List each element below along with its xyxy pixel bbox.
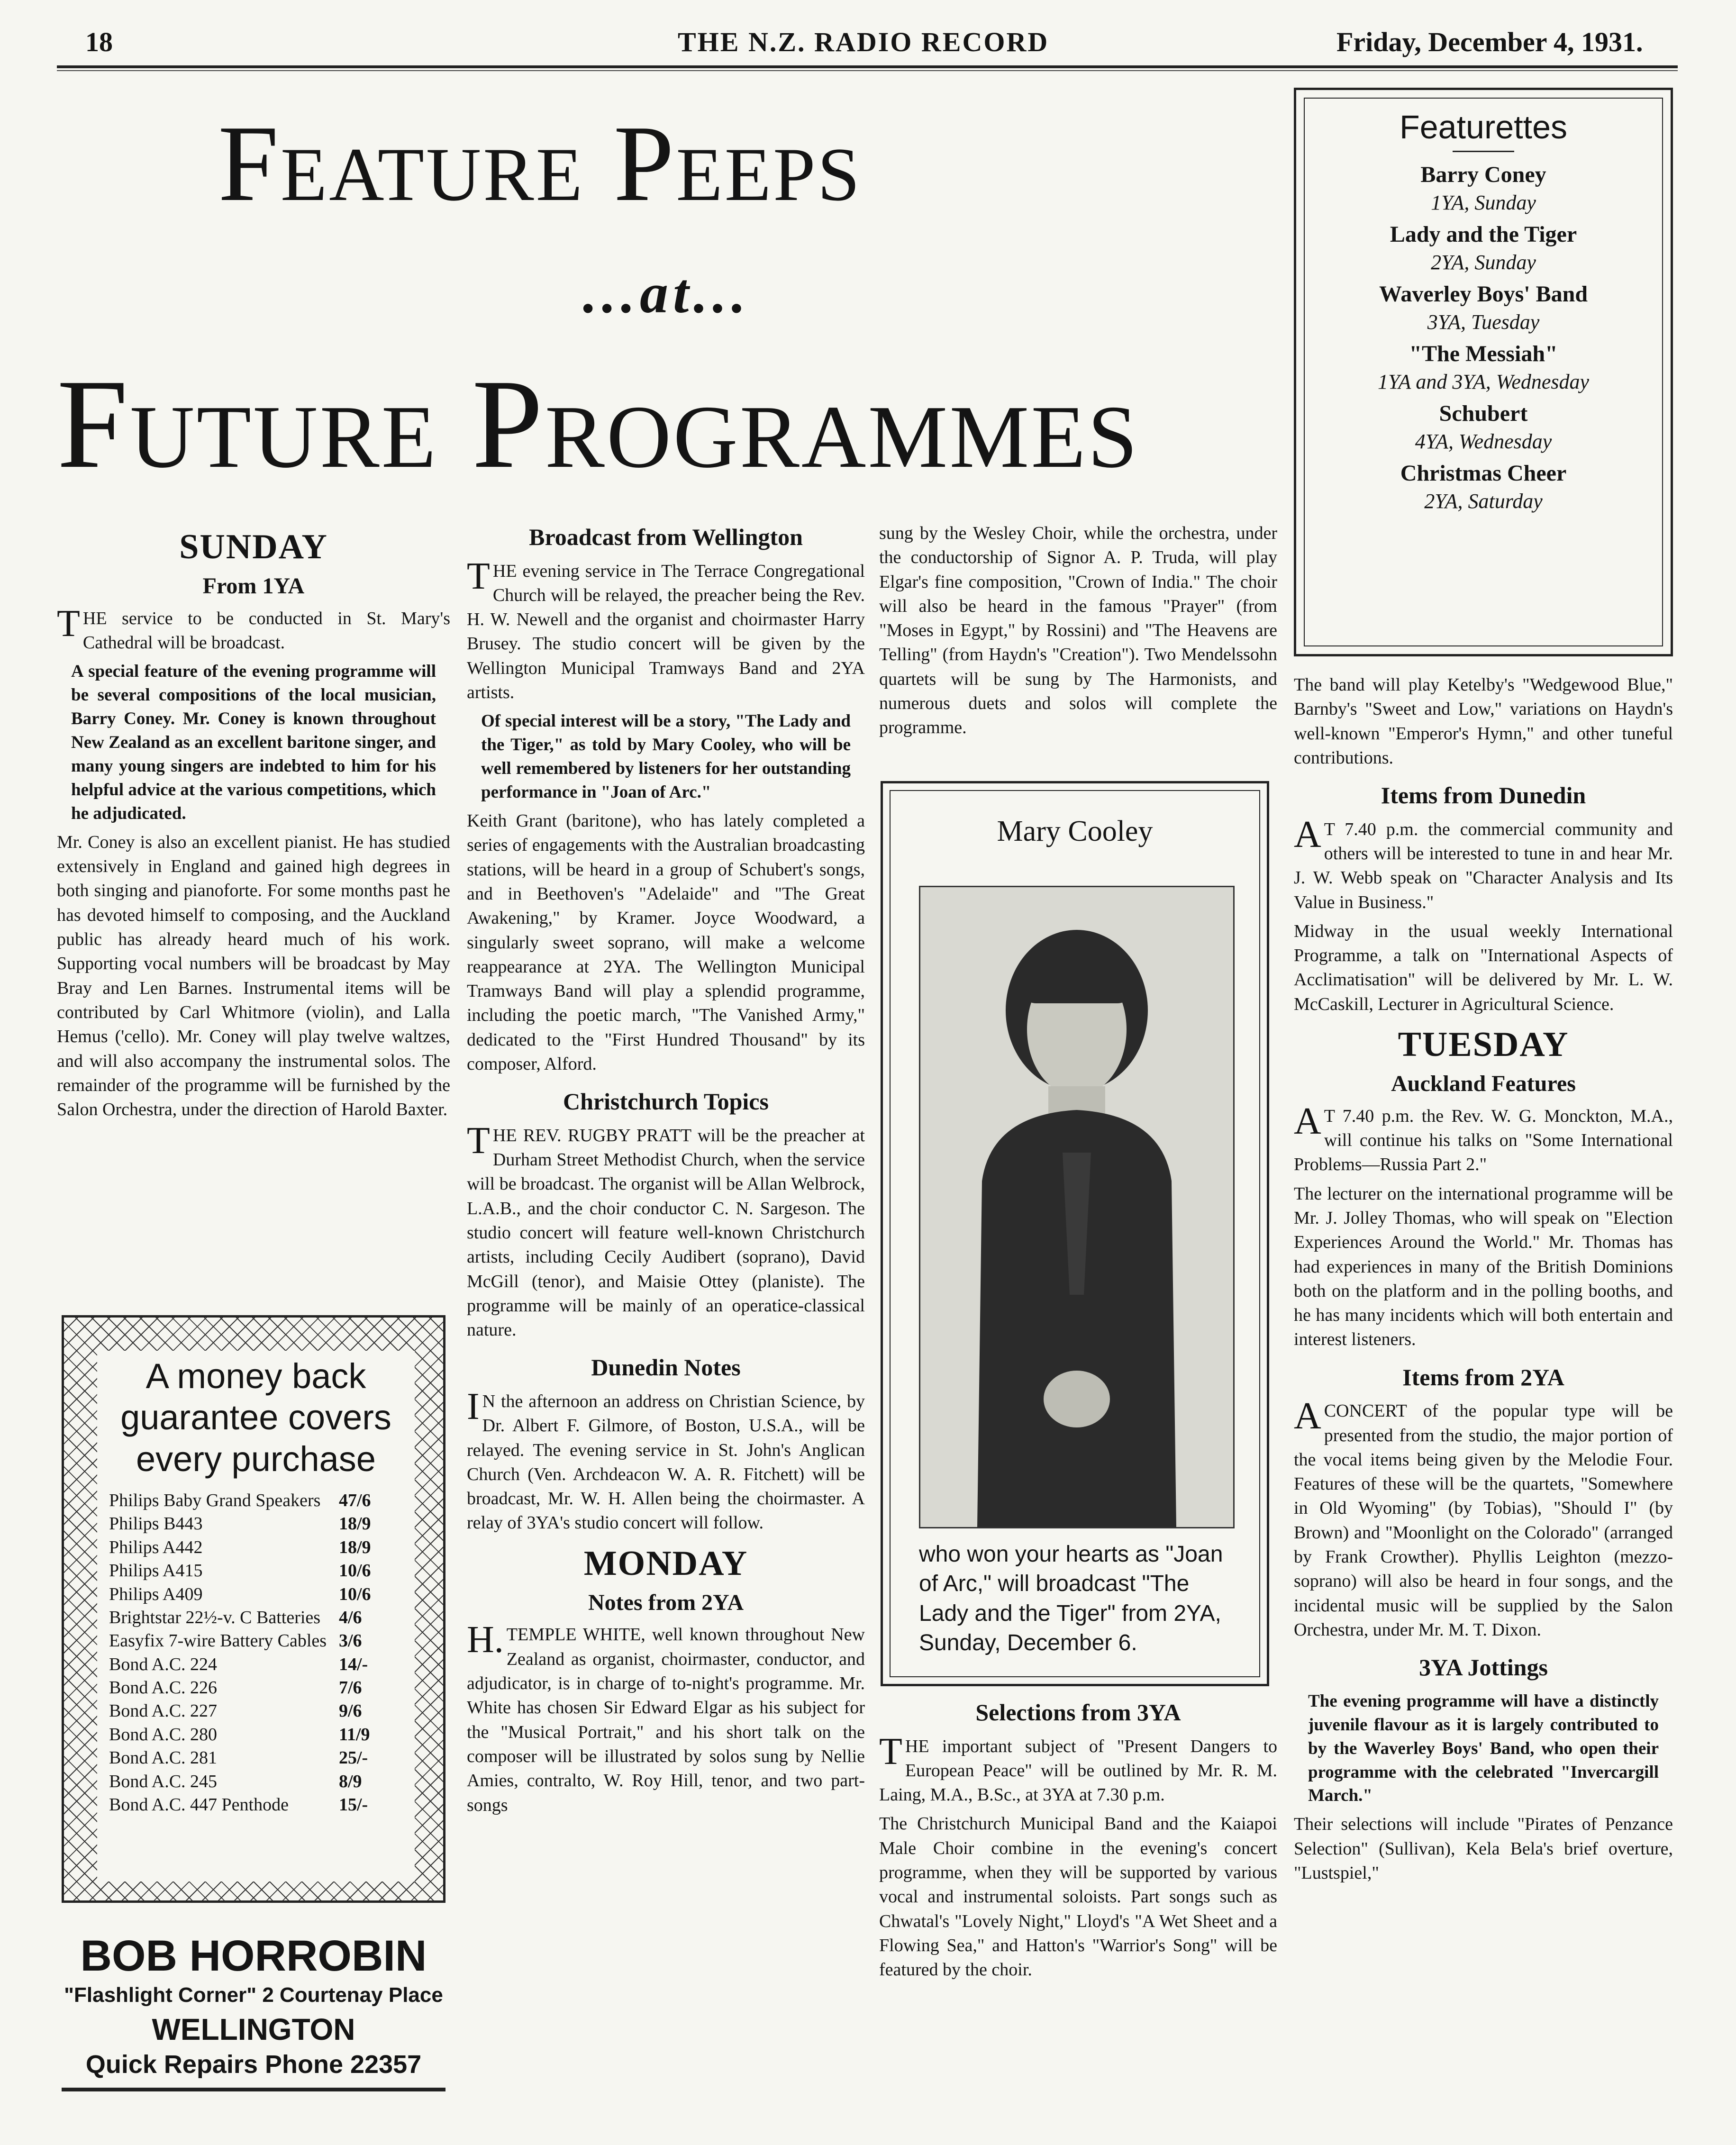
ad-item: Philips A415 bbox=[109, 1561, 203, 1581]
article-paragraph: The evening programme will have a distinctly juvenile flavour as it is largely contributed to by the Waverley Boys' Band, who open their programme with the celebrated "Invercargill March." bbox=[1308, 1691, 1659, 1806]
photo-caption: who won your hearts as "Joan of Arc," will broadcast "The Lady and the Tiger" from 2YA, Sunday, December 6. bbox=[919, 1542, 1223, 1656]
column-2 bbox=[467, 521, 865, 1822]
featurette-name: Schubert bbox=[1439, 401, 1528, 426]
featurette-station: 3YA, Tuesday bbox=[1427, 310, 1540, 334]
ad-item: Bond A.C. 281 bbox=[109, 1748, 218, 1768]
ad-item: Bond A.C. 227 bbox=[109, 1701, 218, 1721]
featurettes-rule bbox=[1453, 151, 1514, 152]
section-heading: Broadcast from Wellington bbox=[529, 524, 803, 550]
ad-price: 11/9 bbox=[339, 1724, 370, 1745]
article-paragraph: AT 7.40 p.m. the Rev. W. G. Monckton, M.A., will continue his talks on "Some International Problems—Russia Part 2." bbox=[1294, 1100, 1673, 1175]
column-3-bottom bbox=[879, 1697, 1277, 1987]
featurette-station: 2YA, Saturday bbox=[1424, 490, 1543, 513]
tuesday-heading: TUESDAY bbox=[1398, 1025, 1569, 1064]
ad-price: 15/- bbox=[339, 1795, 368, 1815]
column-4 bbox=[1294, 673, 1673, 1890]
photo-box-inner bbox=[890, 790, 1260, 1677]
ad-headline-line: A money back bbox=[145, 1356, 366, 1396]
featurette-name: "The Messiah" bbox=[1409, 341, 1558, 366]
section-heading: Christchurch Topics bbox=[563, 1088, 769, 1115]
ad-price: 7/6 bbox=[339, 1678, 362, 1698]
ad-phone: Quick Repairs Phone 22357 bbox=[85, 2050, 422, 2079]
article-paragraph: sung by the Wesley Choir, while the orchestra, under the conductorship of Signor A. P. Truda, will play Elgar's fine composition, "Crown of India." The choir will also be heard in the famous "Prayer" (from "Moses in Egypt," by Rossini) and "The Heavens are Telling" (from Haydn's "Creation"). Two Mendelssohn quartets will be sung by The Harmonists, and numerous duets and solos will complete the programme. bbox=[879, 523, 1277, 738]
ad-price: 4/6 bbox=[339, 1607, 362, 1627]
sunday-subheading: From 1YA bbox=[202, 573, 305, 599]
featurette-name: Lady and the Tiger bbox=[1390, 222, 1577, 247]
section-heading: Selections from 3YA bbox=[975, 1699, 1181, 1726]
article-paragraph: THE evening service in The Terrace Congregational Church will be relayed, the preacher being the Rev. H. W. Newell and the organist and choirmaster Harry Brusey. The studio concert will be given by the Wellington Municipal Tramways Band and 2YA artists. bbox=[467, 555, 865, 702]
ad-item: Philips Baby Grand Speakers bbox=[109, 1490, 321, 1510]
article-paragraph: H.TEMPLE WHITE, well known throughout New Zealand as organist, choirmaster, conductor, and adjudicator, is in charge of to-night's programme. Mr. White has chosen Sir Edward Elgar as his subject for the "Musical Portrait," and his short talk on the composer will be illustrated by solos sung by Nellie Amies, contralto, W. Roy Hill, tenor, and two part-songs bbox=[467, 1619, 865, 1815]
ad-price-row bbox=[109, 1653, 415, 1676]
ad-city: WELLINGTON bbox=[152, 2012, 355, 2046]
section-heading: Dunedin Notes bbox=[591, 1354, 741, 1381]
featurette-station: 4YA, Wednesday bbox=[1415, 430, 1552, 453]
ad-price: 8/9 bbox=[339, 1771, 362, 1791]
article-paragraph: Their selections will include "Pirates of Penzance Selection" (Sullivan), Kela Bela's brief overture, "Lustspiel," bbox=[1294, 1814, 1673, 1883]
article-paragraph: THE important subject of "Present Dangers to European Peace" will be outlined by Mr. R. M. Laing, M.A., B.Sc., at 3YA at 7.30 p.m. bbox=[879, 1730, 1277, 1805]
sunday-heading: SUNDAY bbox=[179, 527, 328, 566]
ad-price: 10/6 bbox=[339, 1584, 371, 1604]
ad-price-row bbox=[109, 1512, 415, 1536]
ad-item: Brightstar 22½-v. C Batteries bbox=[109, 1607, 321, 1627]
column-3 bbox=[879, 521, 1277, 745]
ad-inner bbox=[97, 1351, 415, 1881]
ad-headline-line: every purchase bbox=[136, 1439, 376, 1479]
ad-price: 25/- bbox=[339, 1748, 368, 1768]
ad-price: 47/6 bbox=[339, 1490, 371, 1510]
header-rule-thin bbox=[57, 70, 1678, 71]
ad-price-row bbox=[109, 1793, 415, 1817]
article-paragraph: The lecturer on the international programme will be Mr. J. Jolley Thomas, who will speak on "Election Experiences Around the World." Mr. Thomas has had experiences in many of the British Dominions both on the platform and in the polling booths, and he has many incidents which will both entertain and interest listeners. bbox=[1294, 1183, 1673, 1350]
ad-price-row bbox=[109, 1583, 415, 1606]
header-rule bbox=[57, 65, 1678, 68]
featurette-name: Waverley Boys' Band bbox=[1379, 282, 1588, 307]
ad-price-row bbox=[109, 1629, 415, 1653]
ad-item: Easyfix 7-wire Battery Cables bbox=[109, 1631, 327, 1651]
featurette-name: Christmas Cheer bbox=[1400, 461, 1567, 486]
article-paragraph: IN the afternoon an address on Christian Science, by Dr. Albert F. Gilmore, of Boston, U.S.A., will be relayed. The evening service in St. John's Anglican Church (Ven. Archdeacon W. A. R. Fitchett) will be broadcast, Mr. W. H. Allen being the choirmaster. A relay of 3YA's studio concert will follow. bbox=[467, 1385, 865, 1533]
article-paragraph: A special feature of the evening programme will be several compositions of the local musician, Barry Coney. Mr. Coney is known throughout New Zealand as an excellent baritone singer, and many young singers are indebted to him for his helpful advice at the various competitions, which he adjudicated. bbox=[71, 662, 436, 823]
page-number: 18 bbox=[85, 27, 113, 57]
ad-price-row bbox=[109, 1536, 415, 1559]
ad-price-row bbox=[109, 1606, 415, 1629]
article-paragraph: ACONCERT of the popular type will be presented from the studio, the major portion of the vocal items being given by the Melodie Four. Features of these will be the quartets, "Somewhere in Old Wyoming" (by Tobias), "Should I" (by Brown) and "Moonlight on the Colorado" (arranged by Frank Crowther). Phyllis Leighton (mezzo-soprano) will also be heard in four songs, and the incidental music will be supplied by the Salon Orchestra, under Mr. M. T. Dixon. bbox=[1294, 1395, 1673, 1640]
ad-item: Bond A.C. 226 bbox=[109, 1678, 218, 1698]
ad-item: Philips B443 bbox=[109, 1514, 203, 1534]
article-paragraph: THE REV. RUGBY PRATT will be the preacher at Durham Street Methodist Church, when the service will be broadcast. The organist will be Allan Welbrock, L.A.B., and the choir conductor C. N. Sargeson. The studio concert will feature well-known Christchurch artists, including Cecily Audibert (soprano), David McGill (tenor), and Maisie Ottey (planiste). The programme will be mainly of an operatice-classical nature. bbox=[467, 1119, 865, 1340]
monday-subheading: Notes from 2YA bbox=[588, 1590, 744, 1615]
issue-date: Friday, December 4, 1931. bbox=[1336, 27, 1643, 57]
ad-item: Bond A.C. 280 bbox=[109, 1724, 218, 1745]
featurette-name: Barry Coney bbox=[1420, 162, 1546, 187]
section-heading: 3YA Jottings bbox=[1419, 1654, 1548, 1681]
ad-price-row bbox=[109, 1489, 415, 1512]
ad-price-row bbox=[109, 1676, 415, 1700]
advertisement bbox=[62, 1315, 445, 2079]
ad-headline bbox=[97, 1355, 415, 1480]
featurette-station: 1YA and 3YA, Wednesday bbox=[1377, 370, 1590, 393]
ad-price-list bbox=[109, 1489, 415, 1817]
article-paragraph: Keith Grant (baritone), who has lately completed a series of engagements with the Australian broadcasting stations, will be heard in a group of Schubert's songs, and in Beethoven's "Adelaide" and "The Great Awakening," by Kramer. Joyce Woodward, a singularly sweet soprano, will make a welcome reappearance at 2YA. The Wellington Municipal Tramways Band will play a splendid programme, including the poetic march, "The Vanished Army," dedicated to the "First Hundred Thousand" by its composer, Alford. bbox=[467, 811, 865, 1074]
ad-price-row bbox=[109, 1746, 415, 1770]
ad-item: Bond A.C. 224 bbox=[109, 1654, 218, 1674]
ad-price: 3/6 bbox=[339, 1631, 362, 1651]
photo-title: Mary Cooley bbox=[997, 815, 1153, 847]
article-paragraph: The band will play Ketelby's "Wedgewood Blue," Barnby's "Sweet and Low," variations on Haydn's well-known "Emperor's Hymn," and other tuneful contributions. bbox=[1294, 675, 1673, 768]
section-heading: Items from 2YA bbox=[1402, 1363, 1564, 1391]
ad-price: 18/9 bbox=[339, 1514, 371, 1534]
article-paragraph: Of special interest will be a story, "The Lady and the Tiger," as told by Mary Cooley, who will be well remembered by listeners for her outstanding performance in "Joan of Arc." bbox=[481, 711, 851, 802]
featurettes-box bbox=[1294, 88, 1673, 656]
article-paragraph: Midway in the usual weekly International Programme, a talk on "International Aspects of Acclimatisation" will be delivered by Mr. L. W. McCaskill, Lecturer in Agricultural Science. bbox=[1294, 921, 1673, 1014]
photo-box bbox=[881, 781, 1269, 1686]
ad-headline-line: guarantee covers bbox=[120, 1398, 391, 1437]
section-heading: Items from Dunedin bbox=[1381, 782, 1586, 809]
featurette-station: 2YA, Sunday bbox=[1431, 251, 1536, 274]
ad-company-name: BOB HORROBIN bbox=[80, 1932, 427, 1980]
article-paragraph: AT 7.40 p.m. the commercial community and others will be interested to tune in and hear Mr. J. W. Webb speak on "Character Analysis and Its Value in Business." bbox=[1294, 813, 1673, 912]
tuesday-subheading: Auckland Features bbox=[1391, 1071, 1576, 1096]
ad-price-row bbox=[109, 1700, 415, 1723]
article-paragraph: THE service to be conducted in St. Mary's Cathedral will be broadcast. bbox=[57, 602, 450, 653]
portrait-photo bbox=[919, 886, 1235, 1528]
ad-price: 10/6 bbox=[339, 1561, 371, 1581]
title-at: ...at... bbox=[583, 262, 751, 325]
ad-address: "Flashlight Corner" 2 Courtenay Place bbox=[64, 1983, 443, 2007]
portrait-illustration bbox=[920, 887, 1233, 1527]
ad-item: Philips A442 bbox=[109, 1537, 203, 1557]
ad-item: Bond A.C. 447 Penthode bbox=[109, 1795, 289, 1815]
paper-title: THE N.Z. RADIO RECORD bbox=[678, 27, 1049, 57]
ad-price-row bbox=[109, 1559, 415, 1582]
ad-price: 18/9 bbox=[339, 1537, 371, 1557]
featurettes-heading: Featurettes bbox=[1399, 109, 1568, 145]
ad-bottom-rule bbox=[62, 2088, 445, 2091]
ad-price: 14/- bbox=[339, 1654, 368, 1674]
title-line-2: Future Programmes bbox=[57, 353, 1140, 495]
featurettes-inner bbox=[1304, 98, 1663, 646]
article-paragraph: Mr. Coney is also an excellent pianist. He has studied extensively in England and gained high degrees in both singing and pianoforte. For some months past he has devoted himself to composing, and the Auckland public has already heard much of his work. Supporting vocal numbers will be broadcast by May Bray and Len Barnes. Instrumental items will be contributed by Carl Whitmore (violin), and Lalla Hemus ('cello). Mr. Coney will play twelve waltzes, and will also accompany the instrumental solos. The remainder of the programme will be furnished by the Salon Orchestra, under the direction of Harold Baxter. bbox=[57, 832, 450, 1120]
article-paragraph: The Christchurch Municipal Band and the Kaiapoi Male Choir combine in the evening's concert programme, when they will be supported by various vocal and instrumental soloists. Part songs such as Chwatal's "Lovely Night," Lloyd's "A Wet Sheet and a Flowing Sea," and Hatton's "Warrior's Song" will be featured by the choir. bbox=[879, 1814, 1277, 1980]
ad-price: 9/6 bbox=[339, 1701, 362, 1721]
ad-price-row bbox=[109, 1770, 415, 1793]
ad-item: Bond A.C. 245 bbox=[109, 1771, 218, 1791]
featurette-station: 1YA, Sunday bbox=[1431, 191, 1536, 214]
monday-heading: MONDAY bbox=[583, 1544, 748, 1583]
ad-border bbox=[62, 1315, 445, 1903]
ad-price-row bbox=[109, 1723, 415, 1746]
column-1 bbox=[57, 524, 450, 1127]
ad-item: Philips A409 bbox=[109, 1584, 203, 1604]
title-line-1: Feature Peeps bbox=[218, 103, 862, 224]
